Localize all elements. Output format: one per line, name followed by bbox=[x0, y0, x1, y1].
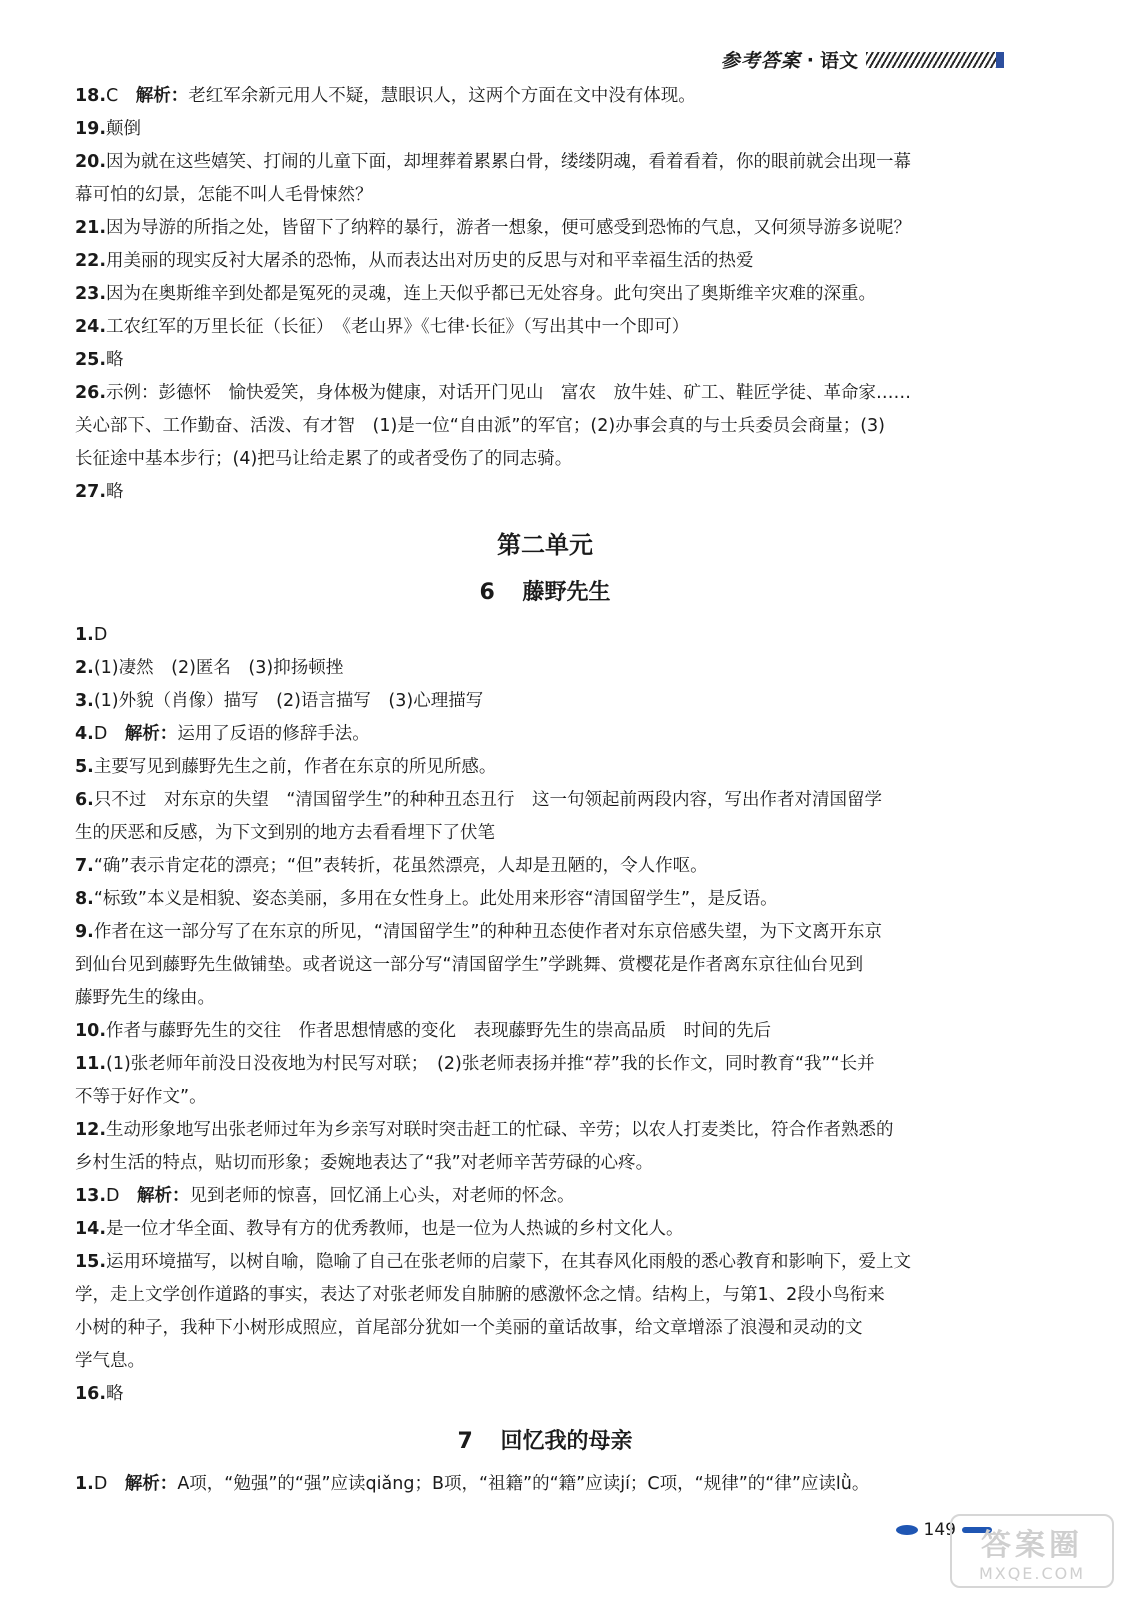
watermark-bottom: MXQE.COM bbox=[978, 1563, 1086, 1583]
lesson-6-title bbox=[75, 576, 1015, 609]
answer-number: 8. bbox=[75, 889, 94, 909]
answer-number: 7. bbox=[75, 856, 94, 876]
answer-number: 25. bbox=[75, 350, 107, 370]
header-subject: 语文 bbox=[819, 50, 858, 72]
answer-line bbox=[75, 619, 1015, 652]
answer-text: 到仙台见到藤野先生做铺垫。或者说这一部分写“清国留学生”学跳舞、赏樱花是作者离东京往仙台见到 bbox=[75, 955, 864, 975]
answer-line bbox=[75, 1345, 1015, 1378]
answer-text: 作者在这一部分写了在东京的所见，“清国留学生”的种种丑态使作者对东京倍感失望，为下文离开东京 bbox=[93, 922, 882, 942]
answer-line bbox=[75, 113, 1015, 146]
answer-line bbox=[75, 1246, 1015, 1279]
analysis-label: 解析： bbox=[124, 1474, 178, 1494]
answer-line bbox=[75, 949, 1015, 982]
answer-number: 1. bbox=[75, 625, 94, 645]
answer-content bbox=[75, 80, 1015, 1501]
answer-text: “确”表示肯定花的漂亮；“但”表转折，花虽然漂亮，人却是丑陋的，令人作呕。 bbox=[93, 856, 708, 876]
answer-line bbox=[75, 1312, 1015, 1345]
answer-number: 16. bbox=[75, 1384, 107, 1404]
answer-line bbox=[75, 1279, 1015, 1312]
answer-number: 1. bbox=[75, 1474, 94, 1494]
answer-text: 因为在奥斯维辛到处都是冤死的灵魂，连上天似乎都已无处容身。此句突出了奥斯维辛灾难的深重。 bbox=[106, 284, 877, 304]
answer-number: 26. bbox=[75, 383, 107, 403]
answer-text: D bbox=[93, 724, 108, 744]
answer-number: 5. bbox=[75, 757, 94, 777]
analysis-text: A项，“勉强”的“强”应读qiǎng；B项，“祖籍”的“籍”应读jí；C项，“规律”的“律”应读lǜ。 bbox=[177, 1474, 870, 1494]
answer-line bbox=[75, 80, 1015, 113]
answer-line bbox=[75, 311, 1015, 344]
answer-text: 颠倒 bbox=[106, 119, 142, 139]
answer-text: 略 bbox=[106, 1384, 124, 1404]
watermark-top: 答案圈 bbox=[981, 1527, 1083, 1563]
answer-number: 6. bbox=[75, 790, 94, 810]
answer-line bbox=[75, 1180, 1015, 1213]
answer-number: 20. bbox=[75, 152, 107, 172]
answer-line bbox=[75, 784, 1015, 817]
answer-text: 用美丽的现实反衬大屠杀的恐怖，从而表达出对历史的反思与对和平幸福生活的热爱 bbox=[106, 251, 754, 271]
answer-line bbox=[75, 982, 1015, 1015]
watermark-logo bbox=[950, 1514, 1114, 1588]
answer-text: (1)外貌（肖像）描写 (2)语言描写 (3)心理描写 bbox=[93, 691, 484, 711]
answer-line bbox=[75, 817, 1015, 850]
answer-number: 13. bbox=[75, 1186, 107, 1206]
answer-text: 略 bbox=[106, 482, 124, 502]
analysis-label: 解析： bbox=[137, 1186, 190, 1206]
answer-text: 不等于好作文”。 bbox=[75, 1087, 207, 1107]
answer-text: 小树的种子，我种下小树形成照应，首尾部分犹如一个美丽的童话故事，给文章增添了浪漫和灵动的文 bbox=[75, 1318, 863, 1338]
answer-line bbox=[75, 1468, 1015, 1501]
answer-line bbox=[75, 146, 1015, 179]
answer-text: 主要写见到藤野先生之前，作者在东京的所见所感。 bbox=[93, 757, 497, 777]
answer-line bbox=[75, 245, 1015, 278]
answer-line bbox=[75, 1048, 1015, 1081]
answer-text: 是一位才华全面、教导有方的优秀教师，也是一位为人热诚的乡村文化人。 bbox=[106, 1219, 684, 1239]
answer-line bbox=[75, 1081, 1015, 1114]
answer-number: 3. bbox=[75, 691, 94, 711]
answer-line bbox=[75, 1147, 1015, 1180]
answer-text: 运用环境描写，以树自喻，隐喻了自己在张老师的启蒙下，在其春风化雨般的悉心教育和影响下，爱上文 bbox=[106, 1252, 912, 1272]
unit-title: 第二单元 bbox=[497, 531, 593, 559]
answer-line bbox=[75, 278, 1015, 311]
answer-line bbox=[75, 883, 1015, 916]
answer-list-part3 bbox=[75, 1468, 1015, 1501]
answer-text: D bbox=[93, 1474, 108, 1494]
answer-line bbox=[75, 850, 1015, 883]
answer-text: 生的厌恶和反感，为下文到别的地方去看看埋下了伏笔 bbox=[75, 823, 495, 843]
answer-text: 长征途中基本步行；(4)把马让给走累了的或者受伤了的同志骑。 bbox=[75, 449, 573, 469]
page-header bbox=[721, 46, 1004, 73]
analysis-text: 运用了反语的修辞手法。 bbox=[177, 724, 370, 744]
answer-text: 作者与藤野先生的交往 作者思想情感的变化 表现藤野先生的崇高品质 时间的先后 bbox=[106, 1021, 772, 1041]
answer-number: 18. bbox=[75, 86, 107, 106]
answer-number: 2. bbox=[75, 658, 94, 678]
answer-list-part1 bbox=[75, 80, 1015, 509]
answer-text: 学，走上文学创作道路的事实，表达了对张老师发自肺腑的感激怀念之情。结构上，与第1、2段小鸟衔来 bbox=[75, 1285, 885, 1305]
answer-line bbox=[75, 212, 1015, 245]
answer-text: 示例：彭德怀 愉快爱笑，身体极为健康，对话开门见山 富农 放牛娃、矿工、鞋匠学徒、革命家…… bbox=[106, 383, 912, 403]
answer-line bbox=[75, 718, 1015, 751]
answer-text: D bbox=[106, 1186, 120, 1206]
answer-text: C bbox=[106, 86, 119, 106]
lesson-7-name: 回忆我的母亲 bbox=[500, 1429, 633, 1454]
answer-text: 关心部下、工作勤奋、活泼、有才智 (1)是一位“自由派”的军官；(2)办事会真的与士兵委员会商量；(3) bbox=[75, 416, 885, 436]
answer-line bbox=[75, 1114, 1015, 1147]
answer-text: D bbox=[93, 625, 108, 645]
answer-text: 只不过 对东京的失望 “清国留学生”的种种丑态丑行 这一句领起前两段内容，写出作者对清国留学 bbox=[93, 790, 882, 810]
answer-text: 生动形象地写出张老师过年为乡亲写对联时突击赶工的忙碌、辛劳；以农人打麦类比，符合作者熟悉的 bbox=[106, 1120, 894, 1140]
answer-line bbox=[75, 916, 1015, 949]
answer-line bbox=[75, 377, 1015, 410]
answer-text: 略 bbox=[106, 350, 124, 370]
answer-number: 11. bbox=[75, 1054, 107, 1074]
answer-list-part2 bbox=[75, 619, 1015, 1411]
lesson-6-number: 6 bbox=[479, 580, 495, 605]
header-bar-end bbox=[996, 52, 1004, 68]
header-hatch-decoration bbox=[866, 52, 996, 68]
page-number: 149 bbox=[923, 1520, 956, 1540]
answer-text: 工农红军的万里长征（长征） 《老山界》《七律·长征》（写出其中一个即可） bbox=[106, 317, 690, 337]
answer-number: 10. bbox=[75, 1021, 107, 1041]
answer-line bbox=[75, 1015, 1015, 1048]
lesson-7-number: 7 bbox=[457, 1429, 473, 1454]
answer-line bbox=[75, 476, 1015, 509]
answer-number: 4. bbox=[75, 724, 94, 744]
answer-number: 27. bbox=[75, 482, 107, 502]
answer-line bbox=[75, 685, 1015, 718]
answer-line bbox=[75, 410, 1015, 443]
answer-number: 14. bbox=[75, 1219, 107, 1239]
answer-text: 藤野先生的缘由。 bbox=[75, 988, 215, 1008]
lesson-7-title bbox=[75, 1425, 1015, 1458]
answer-text: 因为就在这些嬉笑、打闹的儿童下面，却埋葬着累累白骨，缕缕阴魂，看着看着，你的眼前就会出现一幕 bbox=[106, 152, 912, 172]
answer-line bbox=[75, 179, 1015, 212]
answer-number: 15. bbox=[75, 1252, 107, 1272]
header-dot: · bbox=[806, 48, 814, 71]
answer-number: 24. bbox=[75, 317, 107, 337]
answer-number: 19. bbox=[75, 119, 107, 139]
answer-line bbox=[75, 652, 1015, 685]
answer-number: 23. bbox=[75, 284, 107, 304]
answer-number: 21. bbox=[75, 218, 107, 238]
answer-line bbox=[75, 751, 1015, 784]
answer-text: (1)凄然 (2)匿名 (3)抑扬顿挫 bbox=[93, 658, 344, 678]
answer-number: 9. bbox=[75, 922, 94, 942]
analysis-label: 解析： bbox=[124, 724, 178, 744]
answer-text: 学气息。 bbox=[75, 1351, 145, 1371]
header-title: 参考答案 bbox=[720, 50, 801, 72]
answer-line bbox=[75, 1213, 1015, 1246]
analysis-text: 见到老师的惊喜，回忆涌上心头，对老师的怀念。 bbox=[189, 1186, 575, 1206]
answer-text: (1)张老师年前没日没夜地为村民写对联； (2)张老师表扬并推“荐”我的长作文，同时教育“我”“长并 bbox=[106, 1054, 875, 1074]
answer-line bbox=[75, 1378, 1015, 1411]
answer-text: 乡村生活的特点，贴切而形象；委婉地表达了“我”对老师辛苦劳碌的心疼。 bbox=[75, 1153, 654, 1173]
answer-text: 因为导游的所指之处，皆留下了纳粹的暴行，游者一想象，便可感受到恐怖的气息，又何须导游多说呢？ bbox=[106, 218, 912, 238]
answer-line bbox=[75, 443, 1015, 476]
answer-number: 12. bbox=[75, 1120, 107, 1140]
footer-dot-decoration bbox=[896, 1525, 918, 1535]
answer-text: “标致”本义是相貌、姿态美丽，多用在女性身上。此处用来形容“清国留学生”，是反语。 bbox=[93, 889, 778, 909]
answer-text: 幕可怕的幻景，怎能不叫人毛骨悚然？ bbox=[75, 185, 373, 205]
answer-line bbox=[75, 344, 1015, 377]
analysis-label: 解析： bbox=[135, 86, 189, 106]
lesson-6-name: 藤野先生 bbox=[522, 580, 611, 605]
answer-number: 22. bbox=[75, 251, 107, 271]
analysis-text: 老红军余新元用人不疑，慧眼识人，这两个方面在文中没有体现。 bbox=[188, 86, 696, 106]
